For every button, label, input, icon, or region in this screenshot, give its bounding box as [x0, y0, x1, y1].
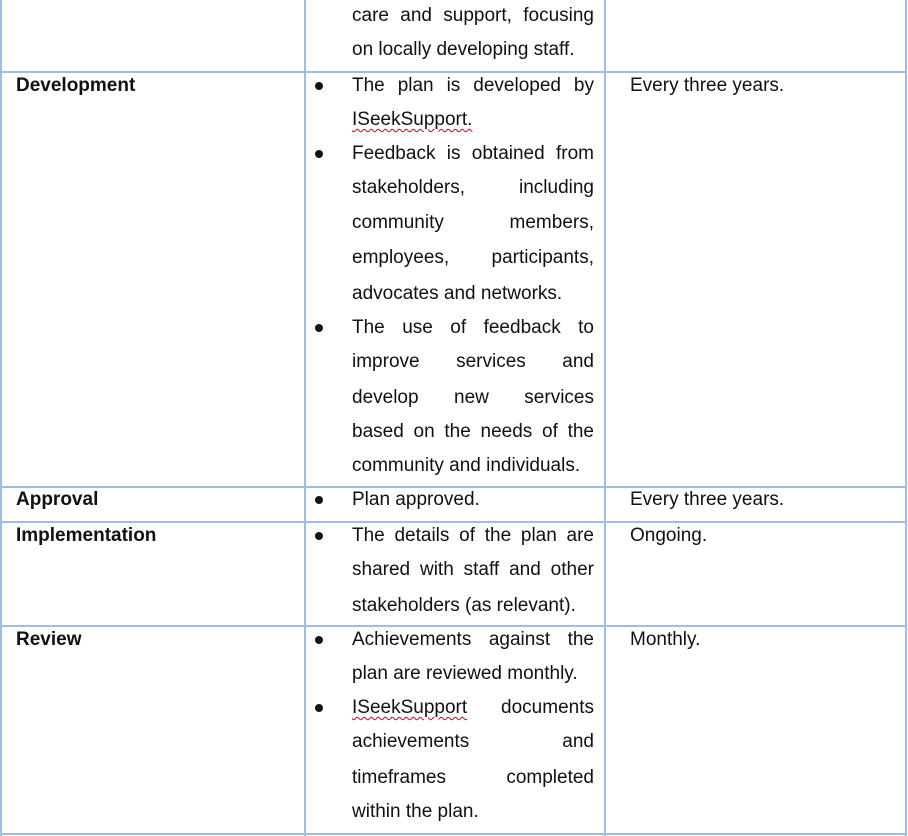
cell-text-line: develop new services: [352, 387, 594, 408]
cell-text-line: timeframes completed: [352, 767, 594, 788]
frequency-value: Monthly.: [630, 629, 701, 650]
phase-label: Development: [16, 75, 136, 96]
cell-text-line: [352, 109, 594, 131]
spellcheck-flagged-word: ISeekSupport.: [352, 109, 473, 130]
phase-label: Approval: [16, 489, 99, 510]
cell-text-line: The details of the plan are: [352, 525, 594, 546]
cell-text-line: employees, participants,: [352, 247, 594, 268]
row-divider: [0, 521, 906, 523]
row-divider: [0, 71, 906, 73]
row-divider: [0, 486, 906, 488]
cell-text-line: community members,: [352, 212, 594, 233]
table-border-bottom: [0, 833, 906, 835]
cell-text-line: Achievements against the: [352, 629, 594, 650]
spellcheck-flagged-word: ISeekSupport: [352, 697, 468, 718]
cell-text-line: Feedback is obtained from: [352, 143, 594, 164]
bullet-icon: [315, 532, 323, 540]
cell-text-line: based on the needs of the: [352, 421, 594, 442]
cell-text-line: [352, 697, 594, 719]
cell-text-line: within the plan.: [352, 801, 479, 822]
cell-text-line: stakeholders (as relevant).: [352, 595, 576, 616]
cell-text-line: The plan is developed by: [352, 75, 594, 96]
cell-text-line: stakeholders, including: [352, 177, 594, 198]
cell-text-fragment: documents: [501, 697, 594, 718]
phase-label: Implementation: [16, 525, 157, 546]
cell-text-line: achievements and: [352, 731, 594, 752]
phase-label: Review: [16, 629, 82, 650]
row-divider: [0, 625, 906, 627]
frequency-value: Every three years.: [630, 489, 785, 510]
cell-text-line: improve services and: [352, 351, 594, 372]
bullet-icon: [315, 150, 323, 158]
table-border-left: [0, 0, 2, 836]
frequency-value: Ongoing.: [630, 525, 708, 546]
bullet-icon: [315, 704, 323, 712]
cell-text-line: on locally developing staff.: [352, 39, 575, 60]
cell-text-line: advocates and networks.: [352, 283, 563, 304]
cell-text-line: community and individuals.: [352, 455, 581, 476]
cell-text-line: plan are reviewed monthly.: [352, 663, 578, 684]
cell-text-line: Plan approved.: [352, 489, 480, 510]
cell-text-line: shared with staff and other: [352, 559, 594, 580]
cell-text-line: care and support, focusing: [352, 5, 594, 26]
bullet-icon: [315, 636, 323, 644]
bullet-icon: [315, 324, 323, 332]
table-column-divider: [304, 0, 306, 836]
bullet-icon: [315, 496, 323, 504]
frequency-value: Every three years.: [630, 75, 785, 96]
table-border-right: [905, 0, 907, 836]
bullet-icon: [315, 82, 323, 90]
table-column-divider: [604, 0, 606, 836]
cell-text-line: The use of feedback to: [352, 317, 594, 338]
